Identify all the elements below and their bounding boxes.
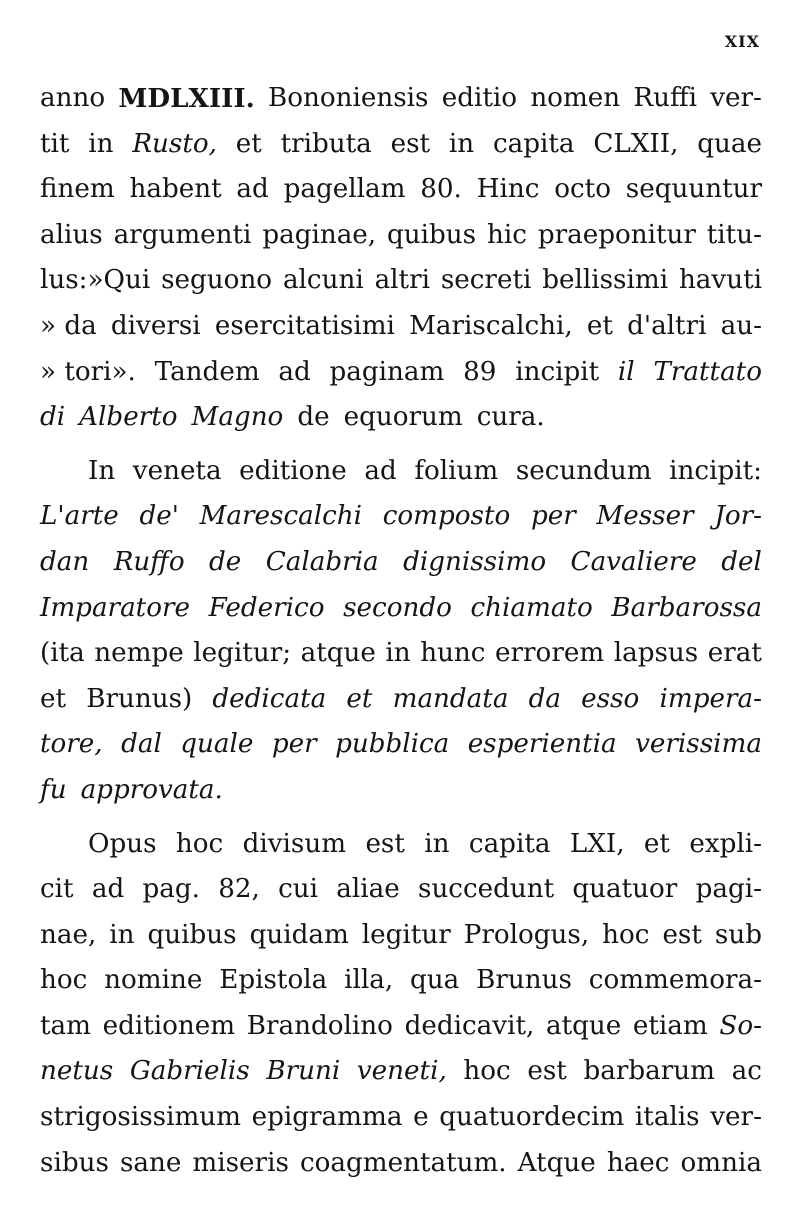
word: composto: [382, 501, 511, 532]
word: d'altri: [627, 310, 707, 341]
word: in: [424, 828, 450, 859]
word: in: [88, 128, 114, 159]
word: titu-: [706, 219, 762, 250]
word: di: [40, 402, 66, 433]
word: MDLXIII.: [118, 83, 255, 114]
word: est: [390, 128, 431, 159]
word: octo: [554, 174, 611, 205]
word: Cavaliere: [570, 546, 697, 577]
word: coagmentatum.: [299, 1147, 507, 1178]
word: 80.: [420, 174, 462, 205]
word: quibus: [147, 919, 237, 950]
word: quatuor: [572, 874, 678, 905]
word: Alberto: [79, 402, 178, 433]
word: dignissimo: [403, 546, 547, 577]
word: secondo: [343, 592, 452, 623]
text-line: [40, 1095, 762, 1141]
word: incipit:: [669, 455, 762, 486]
text-line: [40, 867, 762, 913]
word: nempe: [94, 638, 184, 669]
text-line: [40, 350, 762, 396]
word: praeponitur: [537, 219, 696, 250]
word: pagellam: [283, 174, 406, 205]
text-line: [40, 913, 762, 959]
text-line: [40, 540, 762, 586]
word: et: [40, 683, 67, 714]
word: italis: [634, 1102, 700, 1133]
word: mandata: [392, 683, 509, 714]
text-line: [40, 586, 762, 632]
text-line: [40, 122, 762, 168]
word: miseris: [192, 1147, 289, 1178]
word: tore,: [40, 729, 103, 760]
word: succedunt: [418, 874, 555, 905]
paragraph-gap: [40, 441, 762, 449]
word: esperientia: [467, 729, 617, 760]
word: quale: [180, 729, 254, 760]
word: habent: [129, 174, 222, 205]
word: paginam: [329, 356, 445, 387]
word: Federico: [208, 592, 325, 623]
word: secreti: [440, 265, 532, 296]
word: et: [346, 683, 373, 714]
word: e: [413, 1102, 429, 1133]
text-line: [40, 213, 762, 259]
word: qua: [410, 965, 460, 996]
word: (ita: [40, 638, 85, 669]
word: esercitatisimi: [214, 310, 395, 341]
word: hoc: [40, 965, 88, 996]
word: » da: [40, 310, 97, 341]
word: chiamato: [470, 592, 593, 623]
word: da: [528, 683, 561, 714]
word: alcuni: [282, 265, 364, 296]
text-line: [40, 631, 762, 677]
word: Rusto,: [132, 128, 217, 159]
word: del: [721, 546, 762, 577]
text-line: [40, 395, 762, 441]
word: dal: [121, 729, 162, 760]
word: pagi-: [695, 874, 762, 905]
word: Marescalchi: [199, 501, 363, 532]
word: equorum: [343, 402, 463, 433]
word: Mariscalchi,: [409, 310, 573, 341]
word: CLXII,: [593, 128, 679, 159]
word: commemora-: [588, 965, 762, 996]
text-line: [40, 1004, 762, 1050]
word: hoc: [602, 919, 650, 950]
word: 89: [463, 356, 497, 387]
word: tributa: [280, 128, 372, 159]
word: pubblica: [335, 729, 450, 760]
word: quae: [697, 128, 762, 159]
word: fu: [40, 774, 67, 805]
word: quidam: [249, 919, 349, 950]
word: 82,: [218, 874, 260, 905]
word: Brunus): [86, 683, 193, 714]
word: ver-: [710, 1102, 762, 1133]
word: veneti,: [356, 1056, 447, 1087]
text-line: [40, 822, 762, 868]
word: Imparatore: [40, 592, 190, 623]
word: havuti: [678, 265, 762, 296]
text-line: [40, 1049, 762, 1095]
word: Bruni: [266, 1056, 341, 1087]
word: pag.: [142, 874, 200, 905]
word: quatuordecim: [439, 1102, 625, 1133]
word: Barbarossa: [611, 592, 762, 623]
word: il: [617, 356, 635, 387]
word: altri: [374, 265, 430, 296]
word: divisum: [242, 828, 347, 859]
paragraph-gap: [40, 814, 762, 822]
word: de: [297, 402, 330, 433]
word: Messer: [596, 501, 694, 532]
word: secundum: [515, 455, 652, 486]
text-line: [40, 722, 762, 768]
word: ver-: [710, 83, 762, 113]
word: dedicata: [212, 683, 327, 714]
word: ac: [731, 1056, 762, 1087]
word: netus: [40, 1056, 114, 1087]
text-line: [40, 449, 762, 495]
word: Ruffo: [113, 546, 185, 577]
word: hic: [487, 219, 527, 250]
word: impera-: [659, 683, 762, 714]
word: Jor-: [714, 501, 762, 532]
word: atque: [300, 638, 376, 669]
word: lapsus: [613, 638, 699, 669]
word: diversi: [110, 310, 201, 341]
word: barbarum: [583, 1056, 715, 1087]
word: illa,: [344, 965, 394, 996]
word: nae,: [40, 919, 97, 950]
word: Tandem: [154, 356, 260, 387]
text-line: [40, 494, 762, 540]
word: strigosissimum: [40, 1102, 241, 1133]
word: ad: [236, 174, 269, 205]
body-text: [40, 76, 762, 1186]
word: errorem: [495, 638, 605, 669]
word: et: [643, 828, 670, 859]
word: quibus: [387, 219, 477, 250]
word: Calabria: [265, 546, 379, 577]
text-line: [40, 76, 762, 122]
word: etiam: [632, 1010, 708, 1041]
word: argumenti: [113, 219, 252, 250]
word: et: [586, 310, 613, 341]
word: incipit: [515, 356, 600, 387]
word: hoc: [463, 1056, 511, 1087]
text-line: [40, 304, 762, 350]
word: L'arte: [40, 501, 119, 532]
word: sane: [119, 1147, 182, 1178]
word: sequuntur: [625, 174, 762, 205]
word: So-: [719, 1010, 762, 1041]
word: anno: [40, 83, 106, 113]
word: est: [662, 919, 702, 950]
word: erat: [707, 638, 762, 669]
word: atque: [545, 1010, 622, 1041]
word: editionem: [102, 1010, 236, 1041]
word: nomen: [530, 83, 621, 113]
word: bellissimi: [542, 265, 669, 296]
word: Ruffi: [633, 83, 697, 113]
text-line: [40, 167, 762, 213]
word: paginae,: [262, 219, 377, 250]
word: expli-: [689, 828, 762, 859]
text-line: [40, 677, 762, 723]
word: et: [235, 128, 262, 159]
word: LXI,: [569, 828, 625, 859]
word: per: [530, 501, 576, 532]
word: tam: [40, 1010, 91, 1041]
word: epigramma: [251, 1102, 403, 1133]
word: ad: [91, 874, 125, 905]
word: folium: [414, 455, 499, 486]
word: Epistola: [219, 965, 328, 996]
word: sub: [714, 919, 762, 950]
word: au-: [720, 310, 762, 341]
word: veneta: [132, 455, 222, 486]
word: esso: [581, 683, 640, 714]
word: est: [365, 828, 405, 859]
word: capita: [468, 828, 551, 859]
word: nomine: [104, 965, 203, 996]
word: seguono: [161, 265, 273, 296]
word: Prologus,: [463, 919, 590, 950]
word: tit: [40, 128, 70, 159]
word: alius: [40, 219, 103, 250]
word: Brandolino: [246, 1010, 393, 1041]
word: dan: [40, 546, 90, 577]
word: omnia: [680, 1147, 762, 1178]
word: legitur: [361, 919, 451, 950]
word: Hinc: [476, 174, 540, 205]
word: approvata.: [80, 774, 223, 805]
word: hunc: [420, 638, 486, 669]
word: editio: [441, 83, 518, 113]
text-line: [40, 768, 762, 814]
word: Atque: [517, 1147, 596, 1178]
word: cura.: [476, 402, 545, 433]
word: finem: [40, 174, 115, 205]
word: Gabrielis: [129, 1056, 250, 1087]
text-line: [40, 258, 762, 304]
word: in: [448, 128, 475, 159]
word: in: [385, 638, 411, 669]
word: sibus: [40, 1147, 109, 1178]
word: de': [139, 501, 179, 532]
word: ad: [278, 356, 311, 387]
text-line: [40, 958, 762, 1004]
word: » tori».: [40, 356, 136, 387]
word: legitur;: [193, 638, 292, 669]
word: In: [88, 455, 116, 486]
word: Bononiensis: [267, 83, 429, 113]
text-line: [40, 1141, 762, 1187]
word: hoc: [175, 828, 224, 859]
word: Trattato: [653, 356, 762, 387]
word: est: [527, 1056, 567, 1087]
word: de: [209, 546, 242, 577]
word: haec: [606, 1147, 670, 1178]
word: cui: [278, 874, 319, 905]
word: capita: [492, 128, 575, 159]
word: verissima: [635, 729, 762, 760]
word: Magno: [191, 402, 284, 433]
word: dedicavit,: [404, 1010, 535, 1041]
word: Brunus: [476, 965, 572, 996]
word: per: [271, 729, 317, 760]
word: lus:»Qui: [40, 265, 151, 296]
page-number: XIX: [724, 32, 760, 51]
word: in: [109, 919, 135, 950]
word: Opus: [88, 828, 157, 859]
word: aliae: [336, 874, 400, 905]
word: cit: [40, 874, 74, 905]
word: editione: [239, 455, 347, 486]
word: ad: [364, 455, 397, 486]
